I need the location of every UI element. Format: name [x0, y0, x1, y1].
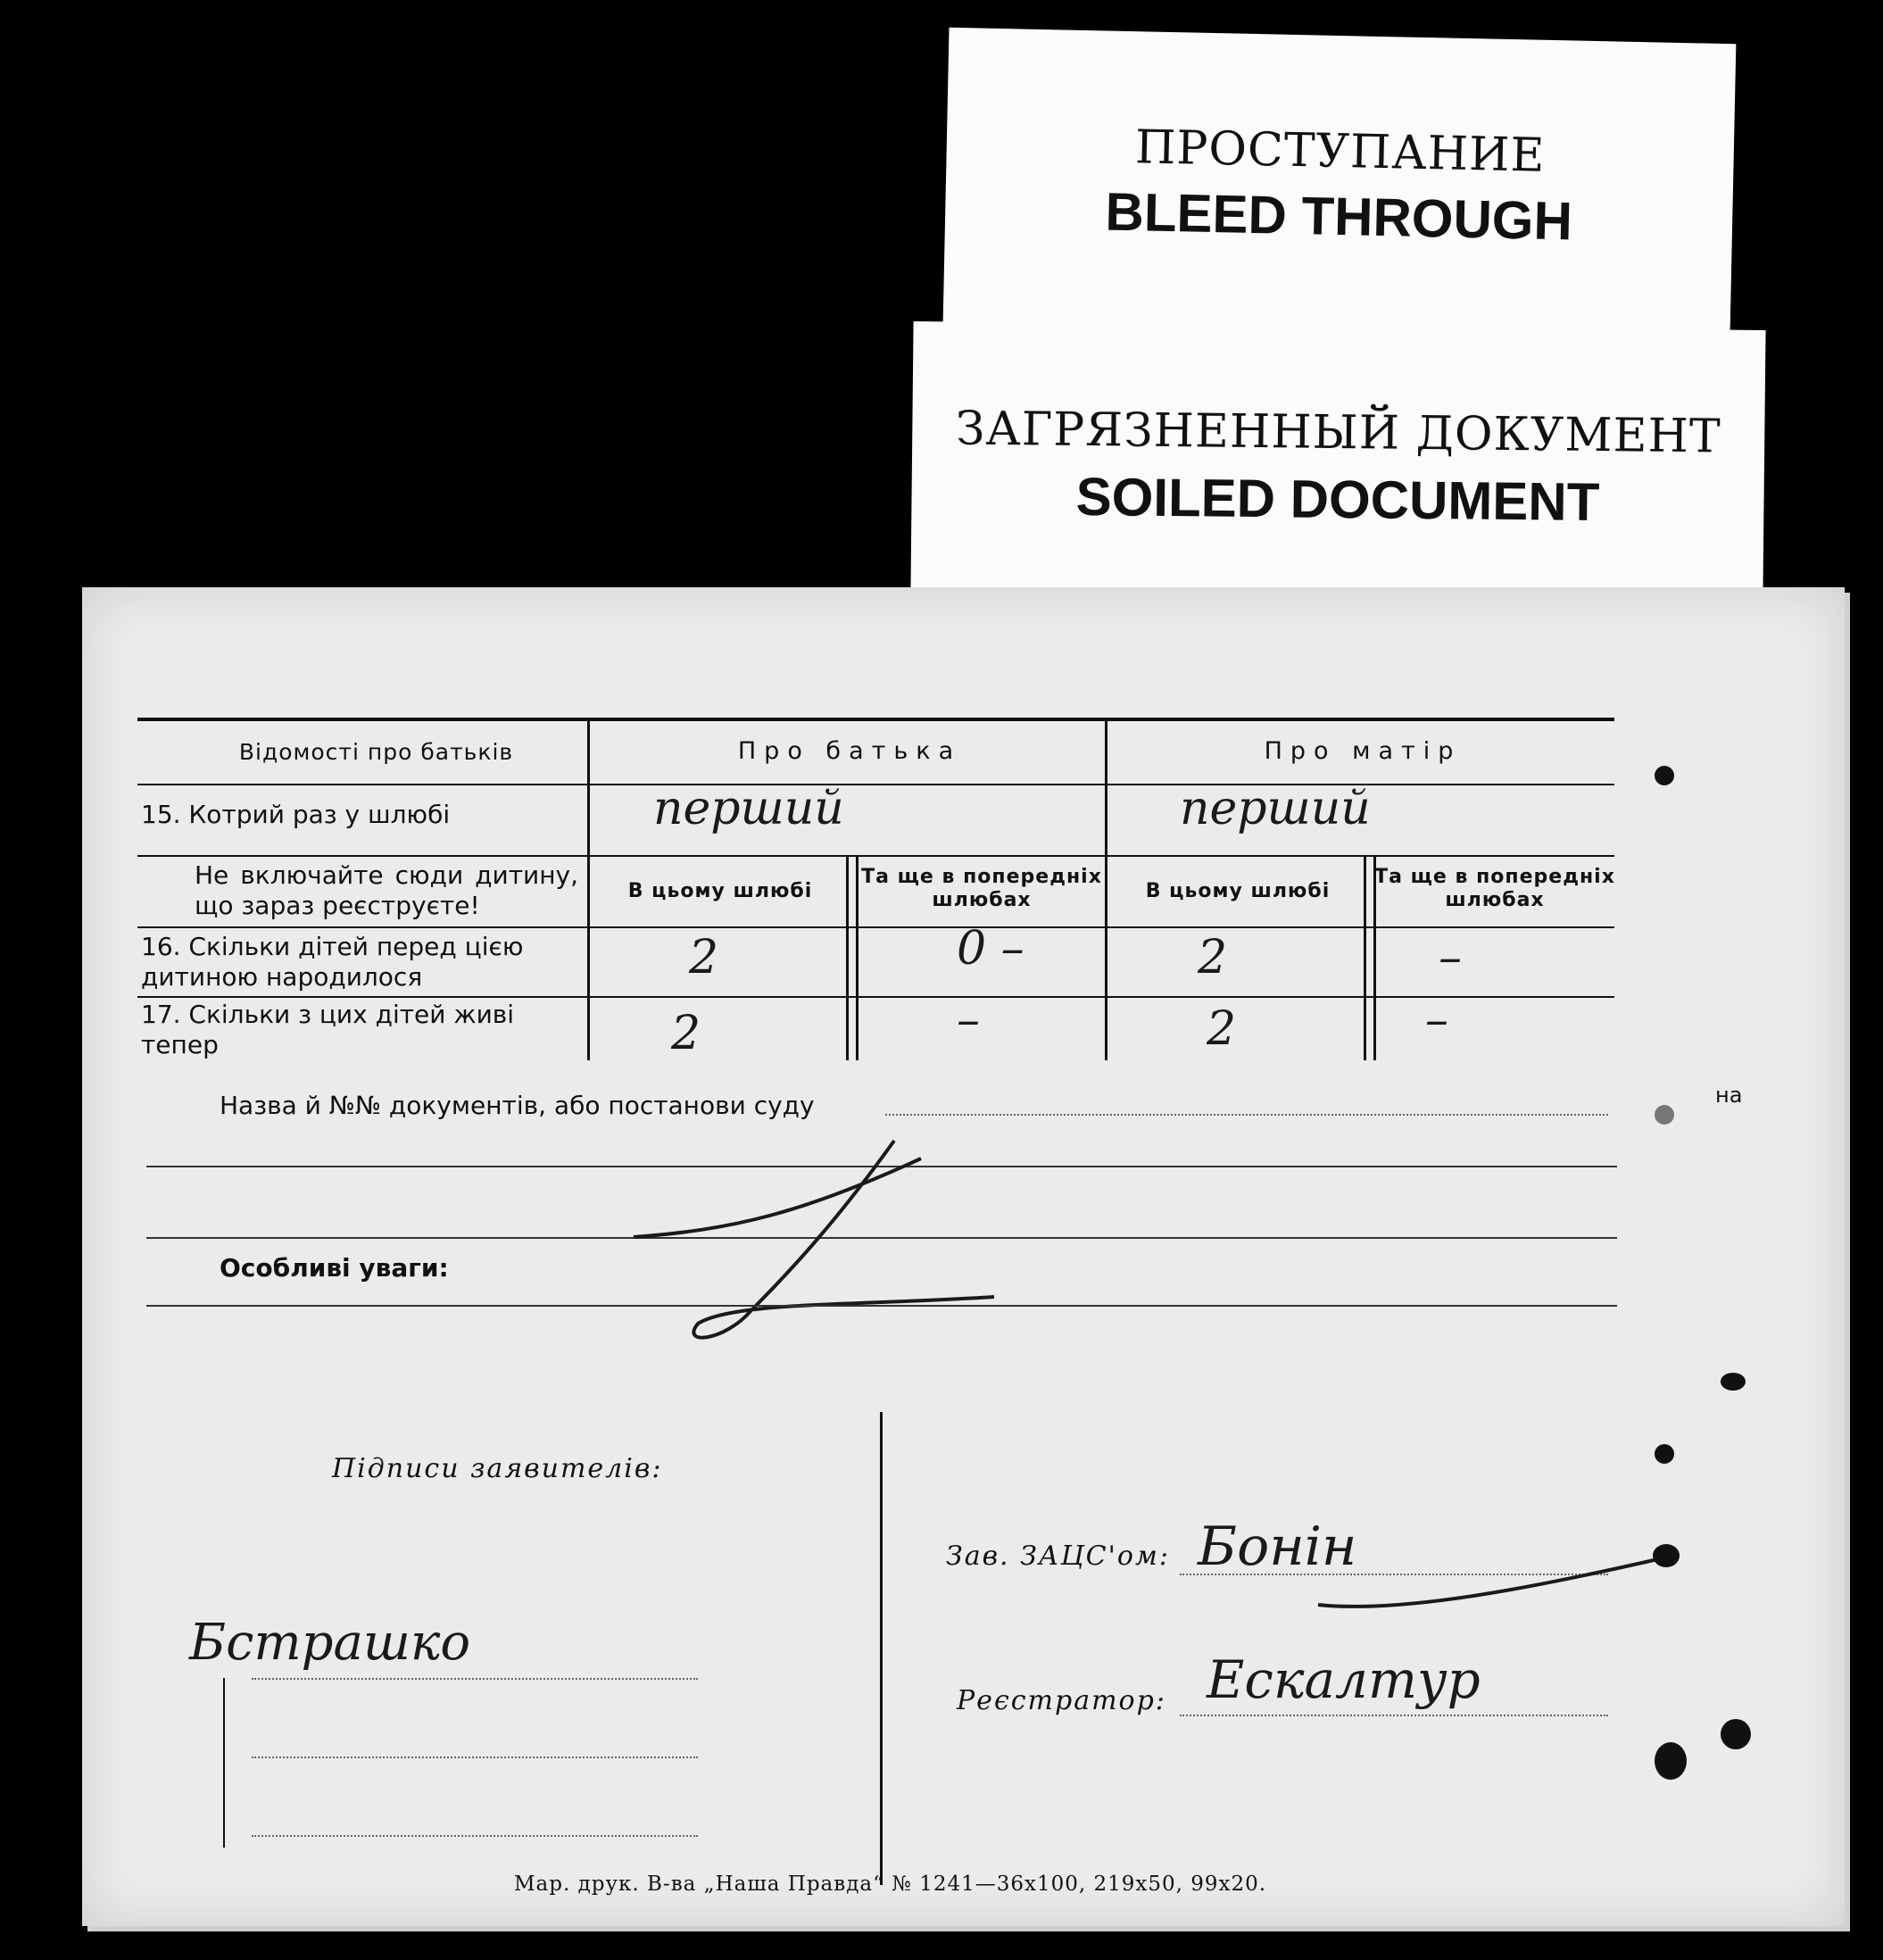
row15-label: 15. Котрий раз у шлюбі	[141, 800, 451, 829]
row16-father-prev: 0 –	[957, 922, 1024, 976]
row15-rule	[137, 855, 1614, 857]
registrar-signature: Ескалтур	[1207, 1649, 1481, 1710]
punch-hole	[1655, 1444, 1674, 1464]
row16-father-this: 2	[689, 931, 719, 984]
row17-mother-prev: –	[1425, 993, 1448, 1047]
margin-mark: на	[1715, 1083, 1743, 1108]
mother-sub-prev: Та ще в попередніх шлюбах	[1374, 866, 1615, 911]
applicant-bracket	[223, 1678, 225, 1848]
note-rule	[137, 926, 1614, 928]
col-rule-1	[587, 719, 590, 1060]
printer-imprint: Мар. друк. В-ва „Наша Правда“ № 1241—36х100, 219х50, 99х20.	[514, 1873, 1267, 1896]
row16-mother-prev: –	[1439, 931, 1462, 984]
mother-sub-this: В цьому шлюбі	[1145, 880, 1331, 902]
header-rule	[137, 784, 1614, 785]
remarks-line	[146, 1305, 1617, 1307]
head-signature-stroke	[1314, 1551, 1671, 1623]
header-father: Про батька	[737, 737, 962, 765]
registration-card	[82, 587, 1845, 1926]
row15-mother-value: перший	[1180, 782, 1371, 835]
soiled-document-en: SOILED DOCUMENT	[1075, 466, 1600, 533]
documents-label: Назва й №№ документів, або постанови суду	[220, 1091, 815, 1120]
applicant-line-3	[252, 1835, 698, 1837]
punch-hole	[1721, 1373, 1746, 1391]
row16-label: 16. Скільки дітей перед цією дитиною народилося	[141, 932, 524, 992]
applicants-label: Підписи заявителів:	[332, 1453, 663, 1484]
row16-mother-this: 2	[1198, 931, 1228, 984]
applicant-line-1	[252, 1678, 698, 1680]
applicant-signature: Бстрашко	[189, 1614, 471, 1672]
documents-dotted-line	[885, 1114, 1608, 1116]
row15-father-value: перший	[653, 782, 844, 835]
bleed-through-ru: ПРОСТУПАНИЕ	[1134, 120, 1547, 183]
bleed-through-en: BLEED THROUGH	[1104, 181, 1573, 252]
header-info: Відомості про батьків	[238, 739, 514, 765]
dash-scribble	[626, 1132, 1001, 1364]
table-top-rule	[137, 718, 1614, 721]
punch-hole	[1721, 1719, 1751, 1749]
remarks-label: Особливі уваги:	[220, 1253, 449, 1283]
signature-divider	[880, 1412, 883, 1885]
row16-rule	[137, 996, 1614, 998]
row17-label: 17. Скільки з цих дітей живі тепер	[141, 1000, 515, 1059]
row17-father-this: 2	[671, 1007, 701, 1060]
punch-hole	[1655, 1105, 1674, 1125]
soiled-document-ru: ЗАГРЯЗНЕННЫЙ ДОКУМЕНТ	[955, 402, 1721, 464]
row17-father-prev: –	[957, 993, 980, 1047]
head-signature: Бонін	[1198, 1516, 1357, 1578]
bleed-through-slip	[943, 28, 1737, 338]
punch-hole	[1655, 766, 1674, 785]
note-label: Не включайте сюди дитину, що зараз реєструєте!	[195, 860, 578, 920]
punch-hole	[1655, 1742, 1687, 1780]
applicant-line-2	[252, 1757, 698, 1758]
soiled-document-slip	[910, 321, 1765, 598]
father-sub-this: В цьому шлюбі	[627, 880, 813, 902]
row17-mother-this: 2	[1207, 1002, 1237, 1056]
registrar-label: Реєстратор:	[957, 1685, 1166, 1716]
head-label: Зав. ЗАЦС'ом:	[946, 1541, 1170, 1572]
punch-hole	[1653, 1544, 1680, 1567]
father-sub-prev: Та ще в попередніх шлюбах	[861, 866, 1102, 911]
registrar-line	[1180, 1715, 1608, 1716]
header-mother: Про матір	[1264, 737, 1462, 765]
